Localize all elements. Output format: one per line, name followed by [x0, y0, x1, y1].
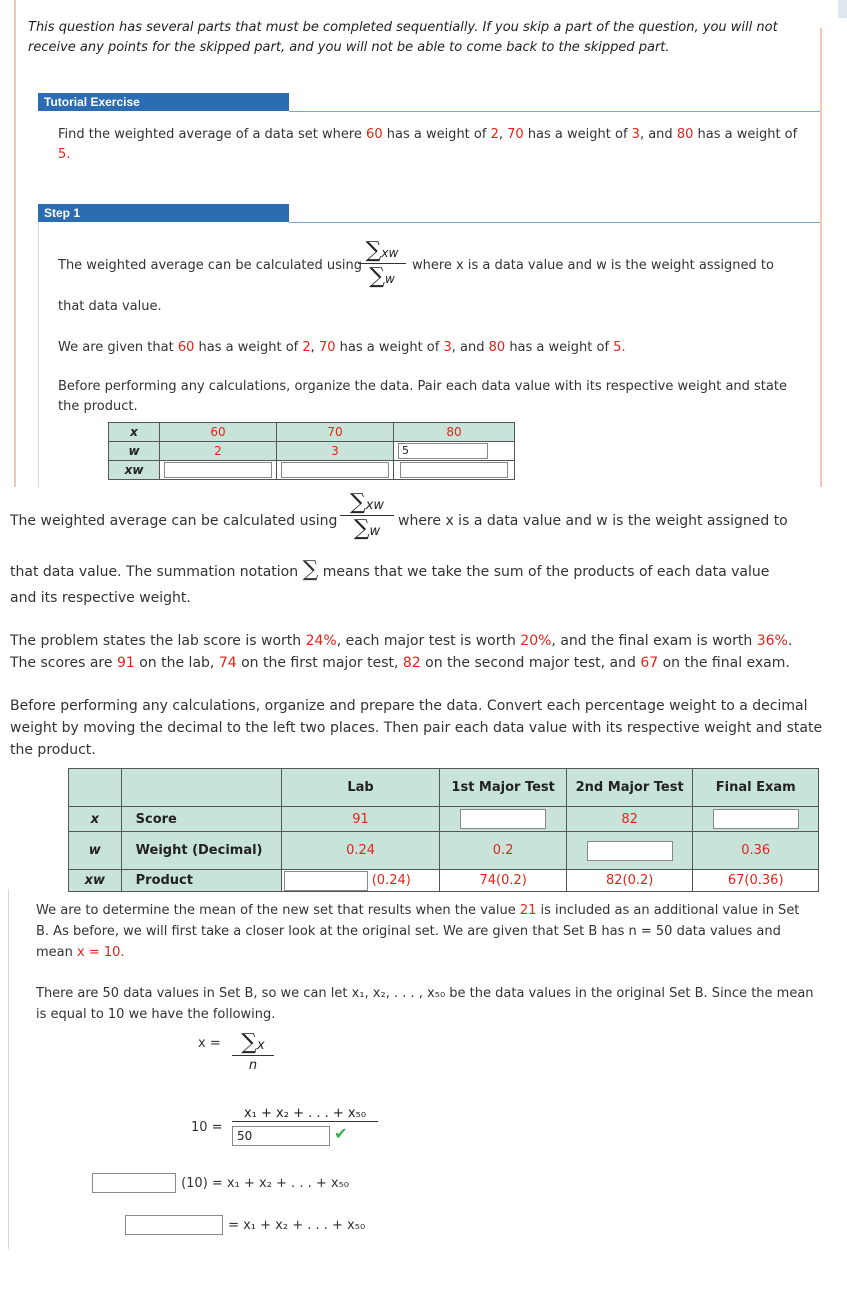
col-test1: 1st Major Test	[440, 769, 567, 807]
weight-input[interactable]: 5	[398, 443, 488, 459]
step1-organize: Before performing any calculations, organize the data. Pair each data value with its respective weight and state the product.	[58, 379, 787, 414]
step1-formula-intro: The weighted average can be calculated using	[58, 258, 363, 273]
col-final: Final Exam	[693, 769, 819, 807]
summation-explanation: that data value. The summation notation ∑ means that we take the sum of the products of each data value	[10, 557, 770, 582]
row-label-x: x	[109, 423, 160, 442]
panel-border-right	[820, 28, 822, 487]
multiplier-input[interactable]	[92, 1173, 176, 1193]
test1-score-input[interactable]	[460, 809, 546, 829]
sigma-icon: ∑	[365, 238, 382, 263]
tutorial-prompt: Find the weighted average of a data set where 60 has a weight of 2, 70 has a weight of 3, and 80 has a weight of 5.	[58, 127, 798, 162]
panel-border-left	[14, 0, 16, 487]
row-label-xw: xw	[109, 461, 160, 480]
sigma-icon: ∑	[241, 1030, 257, 1055]
step-1-header: Step 1	[38, 204, 289, 222]
summation-explanation-2: and its respective weight.	[10, 590, 191, 606]
step1-weighted-formula: $\frac{\sum xw}{\sum w}$	[358, 238, 406, 289]
lab-weight: 0.24	[281, 832, 440, 870]
row-label-w: w	[69, 832, 122, 870]
mean-10-lhs: 10 =	[191, 1120, 223, 1135]
sigma-icon: ∑	[369, 264, 385, 289]
sum-input[interactable]	[125, 1215, 223, 1235]
eq3-row	[92, 1172, 349, 1194]
main-formula-intro: The weighted average can be calculated using	[10, 513, 338, 529]
header-rule	[289, 111, 820, 112]
lab-product-input[interactable]	[284, 871, 368, 891]
lab-score: 91	[281, 807, 440, 832]
check-icon: ✔	[334, 1124, 348, 1143]
row-label-w: w	[109, 442, 160, 461]
header-rule	[289, 222, 820, 223]
test2-score: 82	[566, 807, 693, 832]
setb-intro: We are to determine the mean of the new set that results when the value 21 is included as an additional value in Set B. As before, we will first take a closer look at the original set. We are given that Set B has n = 50 data values and mean x = 10.	[36, 903, 800, 960]
x-value: 70	[327, 425, 343, 439]
eq3-rhs: (10) = x₁ + x₂ + . . . + x₅₀	[181, 1176, 349, 1191]
sigma-icon: ∑	[353, 516, 370, 541]
lab-product-suffix: (0.24)	[371, 873, 411, 888]
product-input[interactable]	[164, 462, 272, 478]
tutorial-exercise-header: Tutorial Exercise	[38, 93, 289, 111]
x-value: 80	[446, 425, 462, 439]
step1-given: We are given that 60 has a weight of 2, 70 has a weight of 3, and 80 has a weight of 5.	[58, 340, 626, 355]
product-input[interactable]	[281, 462, 389, 478]
test1-weight: 0.2	[440, 832, 567, 870]
sigma-icon: ∑	[349, 490, 366, 515]
product-label: Product	[121, 870, 281, 892]
final-weight: 0.36	[693, 832, 819, 870]
eq4-row	[125, 1214, 365, 1236]
w-value: 3	[331, 444, 339, 458]
step1-data-table	[108, 422, 515, 480]
setb-data-values: There are 50 data values in Set B, so we can let x₁, x₂, . . . , x₅₀ be the data values in the original Set B. Since the mean is equal to 10 we have the following.	[36, 986, 814, 1022]
col-lab: Lab	[281, 769, 440, 807]
denominator-input[interactable]: 50	[232, 1126, 330, 1146]
sum-expression: x₁ + x₂ + . . . + x₅₀	[243, 1106, 367, 1121]
main-weighted-formula: $\frac{\sum xw}{\sum w}$	[340, 490, 394, 541]
row-label-xw: xw	[69, 870, 122, 892]
mean-eq-lhs: x =	[198, 1036, 221, 1051]
col-test2: 2nd Major Test	[566, 769, 693, 807]
scrollbar-thumb[interactable]	[838, 0, 847, 18]
w-value: 2	[214, 444, 222, 458]
step-left-rule	[38, 223, 39, 487]
problem-statement: The problem states the lab score is worth 24%, each major test is worth 20%, and the final exam is worth 36%. The scores are 91 on the lab, 74 on the first major test, 82 on the second major test, and 67 on the final exam.	[10, 633, 793, 671]
test2-weight-input[interactable]	[587, 841, 673, 861]
instructions-text: This question has several parts that must be completed sequentially. If you skip a part of the question, you will not receive any points for the skipped part, and you will not be able to come back to the skipped part.	[28, 20, 778, 55]
mean-formula: $\frac{\sum x}{n}$	[232, 1030, 274, 1073]
test2-product: 82(0.2)	[566, 870, 693, 892]
weights-table	[68, 768, 819, 892]
main-formula-tail: where x is a data value and w is the weight assigned to	[398, 513, 788, 529]
product-input[interactable]	[400, 462, 508, 478]
step1-formula-tail: where x is a data value and w is the weight assigned to	[412, 258, 774, 273]
prep-instructions: Before performing any calculations, organize and prepare the data. Convert each percentage weight to a decimal weight by moving the decimal to the left two places. Then pair each data value with its respective weight and state the product.	[10, 698, 823, 758]
eq4-rhs: = x₁ + x₂ + . . . + x₅₀	[228, 1218, 366, 1233]
score-label: Score	[121, 807, 281, 832]
weight-label: Weight (Decimal)	[121, 832, 281, 870]
row-label-x: x	[69, 807, 122, 832]
setb-left-rule	[8, 889, 9, 1249]
step1-formula-tail2: that data value.	[58, 299, 162, 314]
final-product: 67(0.36)	[693, 870, 819, 892]
sigma-icon: ∑	[302, 557, 319, 582]
final-score-input[interactable]	[713, 809, 799, 829]
test1-product: 74(0.2)	[440, 870, 567, 892]
mean-10-formula	[232, 1106, 378, 1146]
x-value: 60	[210, 425, 226, 439]
